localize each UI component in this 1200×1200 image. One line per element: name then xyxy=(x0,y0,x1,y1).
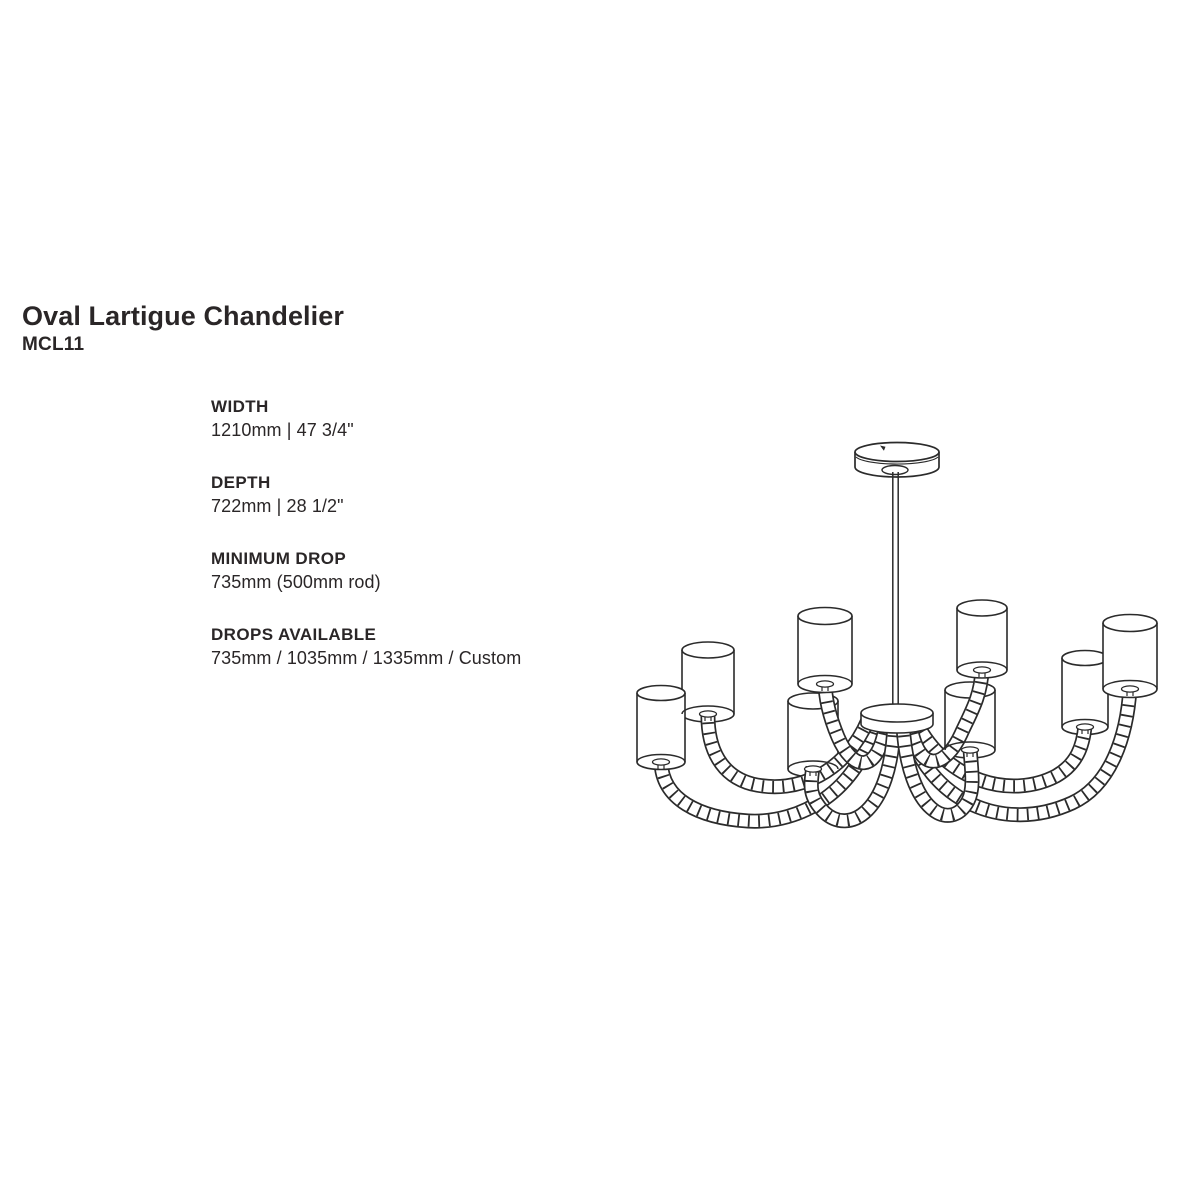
shade-7-fitting xyxy=(1077,724,1094,730)
shade-3-top-rim xyxy=(798,608,852,625)
shade-4-fitting xyxy=(805,766,822,772)
shade-2-top-rim xyxy=(682,642,734,658)
shade-7-body xyxy=(1062,658,1108,735)
product-model-code: MCL11 xyxy=(22,334,85,355)
hub-top xyxy=(861,704,933,722)
shade-7-top-rim xyxy=(1062,651,1108,666)
shade-6-fitting xyxy=(962,747,979,753)
shade-2-fitting xyxy=(700,711,717,717)
shade-8-top-rim xyxy=(1103,615,1157,632)
spec-label: DROPS AVAILABLE xyxy=(211,625,377,644)
canopy-top xyxy=(855,443,939,462)
page-title: Oval Lartigue Chandelier xyxy=(22,301,344,331)
shade-1-fitting xyxy=(653,759,670,765)
spec-label: MINIMUM DROP xyxy=(211,549,347,568)
shade-1-body xyxy=(637,693,685,770)
shade-1-top-rim xyxy=(637,686,685,701)
canopy-rod-collar xyxy=(882,466,908,475)
spec-label: DEPTH xyxy=(211,473,271,492)
spec-value: 722mm | 28 1/2" xyxy=(211,496,344,516)
shade-5-fitting xyxy=(974,667,991,673)
spec-value: 735mm (500mm rod) xyxy=(211,572,381,592)
spec-label: WIDTH xyxy=(211,397,269,416)
shade-3-fitting xyxy=(817,681,834,687)
spec-value: 735mm / 1035mm / 1335mm / Custom xyxy=(211,648,522,668)
shade-8-fitting xyxy=(1122,686,1139,692)
shade-5-top-rim xyxy=(957,600,1007,616)
spec-value: 1210mm | 47 3/4" xyxy=(211,420,354,440)
